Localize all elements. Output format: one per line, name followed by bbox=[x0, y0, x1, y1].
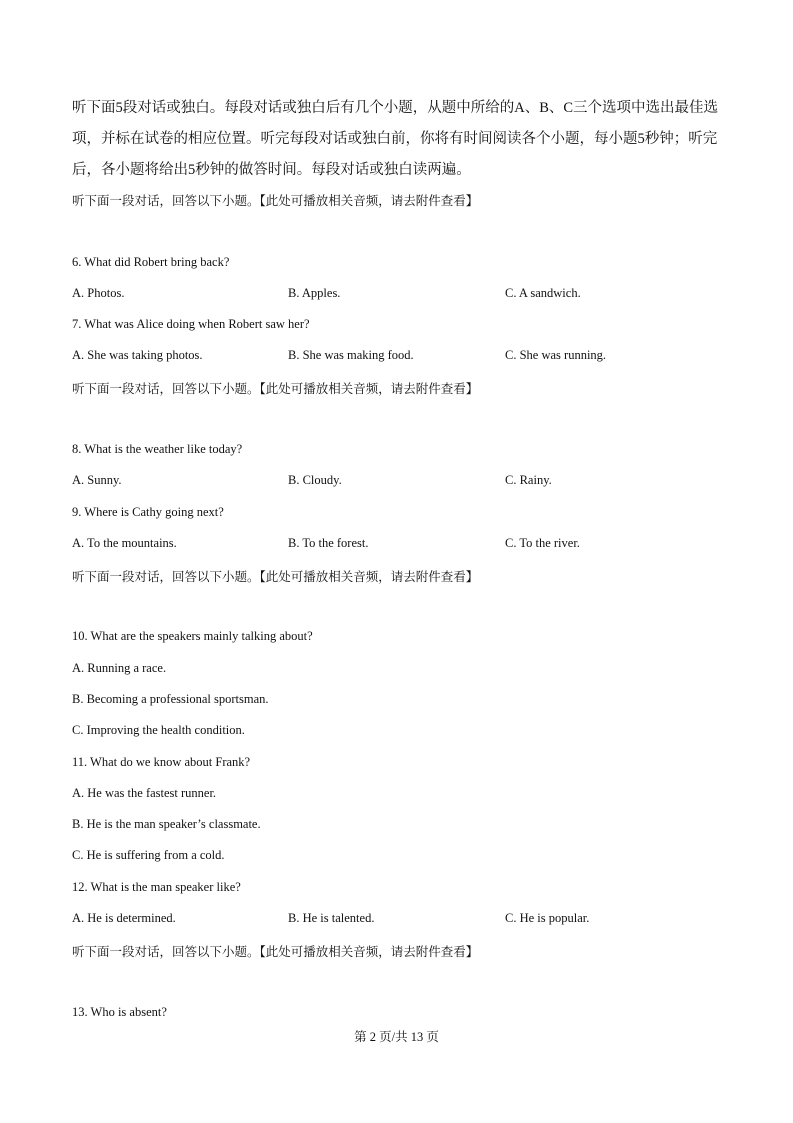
question-stem: 9. Where is Cathy going next? bbox=[72, 505, 224, 519]
audio-note: 听下面一段对话，回答以下小题。【此处可播放相关音频，请去附件查看】 bbox=[72, 194, 479, 208]
question-stem: 8. What is the weather like today? bbox=[72, 442, 243, 456]
section-instructions: 听下面5段对话或独白。每段对话或独白后有几个小题，从题中所给的A、B、C三个选项中选出最佳选项，并标在试卷的相应位置。听完每段对话或独白前，你将有时间阅读各个小题，每小题5秒钟；听完后，各小题将给出5秒钟的做答时间。每段对话或独白读两遍。 bbox=[72, 100, 719, 178]
page-number: 第 2 页/共 13 页 bbox=[354, 1030, 439, 1044]
question-stem: 13. Who is absent? bbox=[72, 1005, 167, 1019]
option-a: A. She was taking photos. bbox=[72, 348, 203, 362]
option-b: B. Becoming a professional sportsman. bbox=[72, 692, 269, 706]
option-b: B. Cloudy. bbox=[288, 473, 342, 487]
question-stem: 10. What are the speakers mainly talking about? bbox=[72, 629, 313, 643]
question-stem: 6. What did Robert bring back? bbox=[72, 255, 230, 269]
option-a: A. He was the fastest runner. bbox=[72, 786, 217, 800]
option-c: C. She was running. bbox=[505, 348, 607, 362]
option-c: C. Rainy. bbox=[505, 473, 552, 487]
option-b: B. He is talented. bbox=[288, 911, 375, 925]
option-c: C. He is popular. bbox=[505, 911, 590, 925]
option-c: C. Improving the health condition. bbox=[72, 723, 245, 737]
option-b: B. She was making food. bbox=[288, 348, 414, 362]
option-c: C. To the river. bbox=[505, 536, 580, 550]
option-b: B. He is the man speaker’s classmate. bbox=[72, 817, 261, 831]
option-a: A. Sunny. bbox=[72, 473, 122, 487]
option-b: B. Apples. bbox=[288, 286, 341, 300]
option-a: A. To the mountains. bbox=[72, 536, 177, 550]
option-c: C. A sandwich. bbox=[505, 286, 581, 300]
audio-note: 听下面一段对话，回答以下小题。【此处可播放相关音频，请去附件查看】 bbox=[72, 945, 479, 959]
option-a: A. Running a race. bbox=[72, 661, 167, 675]
question-stem: 12. What is the man speaker like? bbox=[72, 880, 241, 894]
option-c: C. He is suffering from a cold. bbox=[72, 848, 225, 862]
audio-note: 听下面一段对话，回答以下小题。【此处可播放相关音频，请去附件查看】 bbox=[72, 382, 479, 396]
question-stem: 7. What was Alice doing when Robert saw her? bbox=[72, 317, 310, 331]
audio-note: 听下面一段对话，回答以下小题。【此处可播放相关音频，请去附件查看】 bbox=[72, 570, 479, 584]
option-b: B. To the forest. bbox=[288, 536, 369, 550]
option-a: A. Photos. bbox=[72, 286, 125, 300]
option-a: A. He is determined. bbox=[72, 911, 176, 925]
question-stem: 11. What do we know about Frank? bbox=[72, 755, 251, 769]
